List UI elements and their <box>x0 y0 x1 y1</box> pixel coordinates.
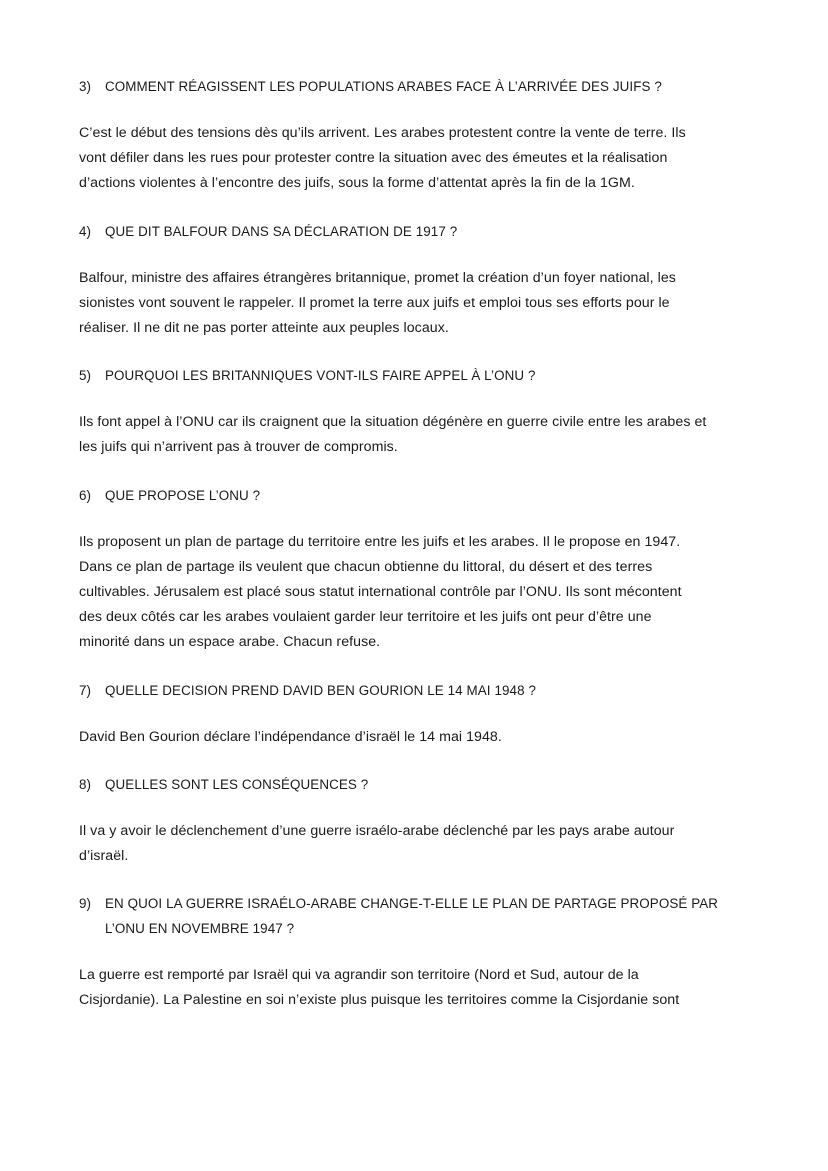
question-text: POURQUOI LES BRITANNIQUES VONT-ILS FAIRE APPEL À L’ONU ? <box>105 368 536 384</box>
question-line: L’ONU EN NOVEMBRE 1947 ? <box>105 921 295 937</box>
question-number: 8) <box>79 776 92 792</box>
answer-line: Ils font appel à l’ONU car ils craignent que la situation dégénère en guerre civile entre les arabes et <box>79 414 707 431</box>
answer-line: Balfour, ministre des affaires étrangères britannique, promet la création d’un foyer national, les <box>79 269 676 286</box>
document-content <box>79 74 759 1036</box>
question-6 <box>79 483 759 508</box>
question-5 <box>79 363 759 388</box>
answer-line: vont défiler dans les rues pour protester contre la situation avec des émeutes et la réalisation <box>79 150 668 167</box>
question-line: EN QUOI LA GUERRE ISRAÉLO-ARABE CHANGE-T-ELLE LE PLAN DE PARTAGE PROPOSÉ PAR <box>105 896 719 912</box>
answer-line: sionistes vont souvent le rappeler. Il promet la terre aux juifs et emploi tous ses efforts pour le <box>79 294 670 311</box>
question-number: 3) <box>79 79 92 94</box>
question-7 <box>79 678 759 703</box>
question-number: 4) <box>79 223 92 239</box>
question-number: 7) <box>79 682 92 698</box>
answer-6 <box>79 530 759 656</box>
question-text: QUE DIT BALFOUR DANS SA DÉCLARATION DE 1917 ? <box>105 223 458 239</box>
question-number: 6) <box>79 487 92 503</box>
answer-3 <box>79 121 759 197</box>
answer-line: d’israël. <box>79 848 129 865</box>
answer-line: réaliser. Il ne dit ne pas porter atteinte aux peuples locaux. <box>79 320 449 337</box>
answer-line: minorité dans un espace arabe. Chacun refuse. <box>79 634 381 651</box>
answer-9 <box>79 963 759 1013</box>
question-text <box>105 891 759 941</box>
question-text: COMMENT RÉAGISSENT LES POPULATIONS ARABES FACE À L’ARRIVÉE DES JUIFS ? <box>105 79 662 94</box>
question-number: 5) <box>79 368 92 384</box>
answer-line: Ils proposent un plan de partage du territoire entre les juifs et les arabes. Il le propose en 1947. <box>79 533 681 550</box>
answer-line: Cisjordanie). La Palestine en soi n’existe plus puisque les territoires comme la Cisjordanie sont <box>79 992 680 1009</box>
answer-line: d’actions violentes à l’encontre des juifs, sous la forme d’attentat après la fin de la 1GM. <box>79 175 635 192</box>
answer-7 <box>79 725 759 750</box>
answer-line: La guerre est remporté par Israël qui va agrandir son territoire (Nord et Sud, autour de la <box>79 967 639 984</box>
question-text: QUE PROPOSE L’ONU ? <box>105 487 261 503</box>
answer-5 <box>79 410 759 460</box>
answer-line: cultivables. Jérusalem est placé sous statut international contrôle par l’ONU. Ils sont mécontent <box>79 584 682 601</box>
question-text: QUELLE DECISION PREND DAVID BEN GOURION LE 14 MAI 1948 ? <box>105 682 537 698</box>
question-9 <box>79 891 759 941</box>
question-4 <box>79 219 759 244</box>
question-8 <box>79 772 759 797</box>
answer-line: des deux côtés car les arabes voulaient garder leur territoire et les juifs ont peur d’être une <box>79 609 652 626</box>
question-3 <box>79 74 759 99</box>
answer-line: les juifs qui n’arrivent pas à trouver de compromis. <box>79 439 398 456</box>
answer-line: David Ben Gourion déclare l’indépendance d’israël le 14 mai 1948. <box>79 728 502 745</box>
question-number: 9) <box>79 896 92 912</box>
answer-8 <box>79 819 759 869</box>
question-text: QUELLES SONT LES CONSÉQUENCES ? <box>105 776 369 792</box>
answer-line: Il va y avoir le déclenchement d’une guerre israélo-arabe déclenché par les pays arabe autour <box>79 822 675 839</box>
answer-line: Dans ce plan de partage ils veulent que chacun obtienne du littoral, du désert et des terres <box>79 558 653 575</box>
answer-4 <box>79 266 759 342</box>
answer-line: C’est le début des tensions dès qu’ils arrivent. Les arabes protestent contre la vente de terre. Ils <box>79 125 686 141</box>
